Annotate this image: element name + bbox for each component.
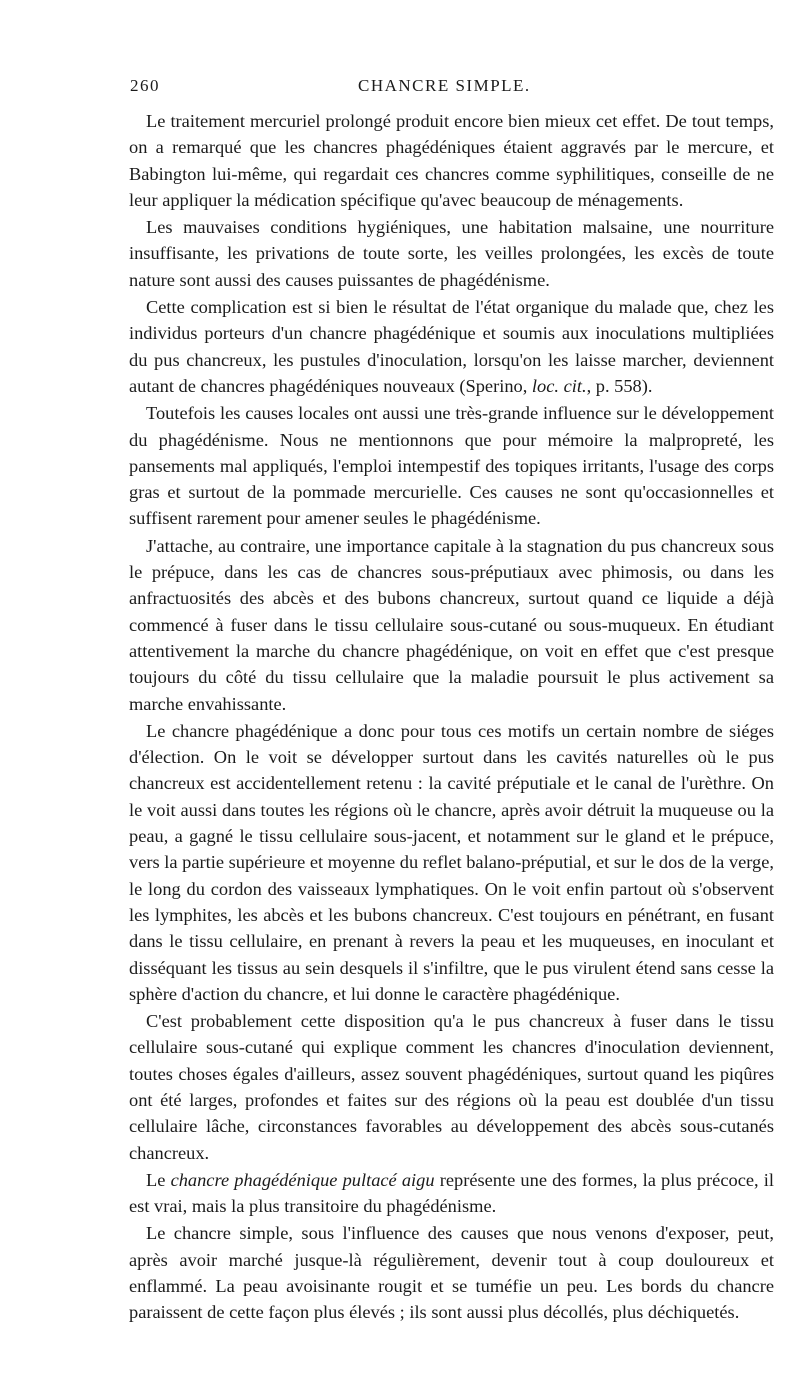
- paragraph: [129, 294, 774, 399]
- paragraph-text: Le chancre phagédénique a donc pour tous ces motifs un certain nombre de siéges d'élection. On le voit se développer surtout dans les cavités naturelles où le pus chancreux est accidentellement retenu : la cavité préputiale et le canal de l'urèthre. On le voit aussi dans toutes les régions où le chancre, après avoir détruit la muqueuse ou la peau, a gagné le tissu cellulaire sous-jacent, et notamment sur le gland et le prépuce, vers la partie supérieure et moyenne du reflet balano-préputial, et sur le dos de la verge, le long du cordon des vaisseaux lymphatiques. On le voit enfin partout où s'observent les lymphites, les abcès et les bubons chancreux. C'est toujours en pénétrant, en fusant dans le tissu cellulaire, en prenant à revers la peau et les muqueuses, en inoculant et disséquant les tissus au sein desquels il s'infiltre, que le pus virulent étend sans cesse la sphère d'action du chancre, et lui donne le caractère phagédénique.: [129, 720, 774, 1004]
- paragraph: [129, 718, 774, 1007]
- paragraph: [129, 400, 774, 531]
- citation-italic: loc. cit.: [531, 375, 587, 396]
- paragraph-text: Toutefois les causes locales ont aussi une très-grande influence sur le développement du phagédénisme. Nous ne mentionnons que pour mémoire la malpropreté, les pansements mal appliqués, l'emploi intempestif des topiques irritants, l'usage des corps gras et surtout de la pommade mercurielle. Ces causes ne sont qu'occasionnelles et suffisent rarement pour amener seules le phagédénisme.: [129, 403, 774, 529]
- paragraph-text: Les mauvaises conditions hygiéniques, une habitation malsaine, une nourriture insuffisante, les privations de toute sorte, les veilles prolongées, les excès de toute nature sont aussi des causes puissantes de phagédénisme.: [129, 217, 774, 290]
- paragraph: [129, 108, 774, 213]
- paragraph-text: Le chancre simple, sous l'influence des causes que nous venons d'exposer, peut, après avoir marché jusque-là régulièrement, devenir tout à coup douloureux et enflammé. La peau avoisinante rougit et se tuméfie un peu. Les bords du chancre paraissent de cette façon plus élevés ; ils sont aussi plus décollés, plus déchiquetés.: [129, 1223, 774, 1323]
- paragraph-text: C'est probablement cette disposition qu'a le pus chancreux à fuser dans le tissu cellulaire sous-cutané qui explique comment les chancres d'inoculation deviennent, toutes choses égales d'ailleurs, assez souvent phagédéniques, surtout quand les piqûres ont été larges, profondes et faites sur des régions où la peau est doublée d'un tissu cellulaire lâche, circonstances favorables au développement des abcès sous-cutanés chancreux.: [129, 1011, 774, 1163]
- paragraph: [129, 1008, 774, 1166]
- paragraph-text: J'attache, au contraire, une importance capitale à la stagnation du pus chancreux sous le prépuce, dans les cas de chancres sous-préputiaux avec phimosis, ou dans les anfractuosités des abcès et des bubons chancreux, surtout quand ce liquide a déjà commencé à fuser dans le tissu cellulaire sous-cutané ou sous-muqueux. En étudiant attentivement la marche du chancre phagédénique, on voit en effet que c'est presque toujours du côté du tissu cellulaire que la maladie poursuit le plus activement sa marche envahissante.: [129, 535, 774, 714]
- running-head: CHANCRE SIMPLE.: [358, 76, 531, 95]
- paragraph-text: , p. 558).: [586, 375, 653, 396]
- body-text: [129, 108, 774, 1327]
- page-header: [130, 76, 770, 102]
- paragraph-text: Le traitement mercuriel prolongé produit encore bien mieux cet effet. De tout temps, on a remarqué que les chancres phagédéniques étaient aggravés par le mercure, et Babington lui-même, qui regardait ces chancres comme syphilitiques, conseille de ne leur appliquer la médication spécifique qu'avec beaucoup de ménagements.: [129, 111, 774, 210]
- term-italic: chancre phagédénique pultacé aigu: [170, 1169, 435, 1190]
- page-number: 260: [130, 76, 160, 95]
- paragraph: [129, 533, 774, 717]
- paragraph-text: représente une des formes, la plus précoce, il est vrai, mais la plus transitoire du phagédénisme.: [129, 1169, 775, 1217]
- paragraph-text: Le: [146, 1169, 171, 1190]
- paragraph: [129, 1220, 774, 1325]
- paragraph: [129, 1167, 774, 1220]
- paragraph-text: Cette complication est si bien le résultat de l'état organique du malade que, chez les individus porteurs d'un chancre phagédénique et soumis aux inoculations multipliées du pus chancreux, les pustules d'inoculation, lorsqu'on les laisse marcher, deviennent autant de chancres phagédéniques nouveaux (Sperino,: [129, 297, 774, 396]
- paragraph: [129, 214, 774, 293]
